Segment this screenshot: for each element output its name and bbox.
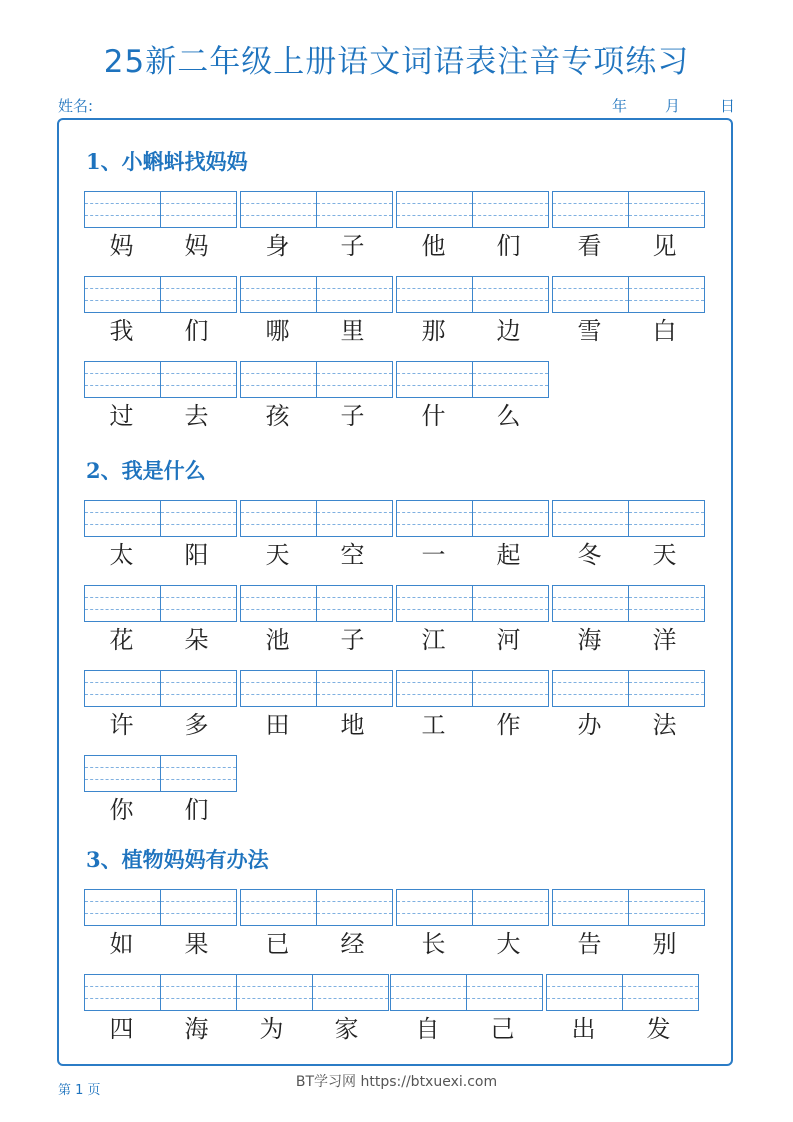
vocabulary-character: 什 <box>421 402 446 430</box>
vocabulary-character: 海 <box>577 626 602 654</box>
pinyin-writing-cell[interactable] <box>160 974 237 1011</box>
vocabulary-character: 冬 <box>577 541 602 569</box>
vocabulary-character: 起 <box>496 541 521 569</box>
pinyin-writing-cell[interactable] <box>472 500 549 537</box>
pinyin-writing-cell[interactable] <box>546 974 623 1011</box>
pinyin-writing-cell[interactable] <box>396 276 473 313</box>
vocabulary-character: 自 <box>415 1015 440 1043</box>
pinyin-writing-cell[interactable] <box>316 361 393 398</box>
vocabulary-character: 子 <box>340 626 365 654</box>
pinyin-writing-cell[interactable] <box>84 500 161 537</box>
pinyin-writing-cell[interactable] <box>396 191 473 228</box>
vocabulary-character: 那 <box>421 317 446 345</box>
pinyin-box-group <box>396 276 549 313</box>
pinyin-writing-cell[interactable] <box>240 585 317 622</box>
vocabulary-character: 一 <box>421 541 446 569</box>
vocabulary-character: 花 <box>109 626 134 654</box>
pinyin-writing-cell[interactable] <box>316 585 393 622</box>
pinyin-writing-cell[interactable] <box>316 500 393 537</box>
vocabulary-character: 经 <box>340 930 365 958</box>
section-title: 1、小蝌蚪找妈妈 <box>86 149 248 174</box>
pinyin-writing-cell[interactable] <box>628 500 705 537</box>
vocabulary-character: 他 <box>421 232 446 260</box>
pinyin-writing-cell[interactable] <box>160 585 237 622</box>
pinyin-box-group <box>240 585 393 622</box>
pinyin-box-group <box>396 670 549 707</box>
pinyin-writing-cell[interactable] <box>472 276 549 313</box>
pinyin-writing-cell[interactable] <box>84 585 161 622</box>
vocabulary-character: 们 <box>184 796 209 824</box>
vocabulary-character: 河 <box>496 626 521 654</box>
vocabulary-character: 田 <box>265 711 290 739</box>
vocabulary-character: 白 <box>652 317 677 345</box>
vocabulary-character: 里 <box>340 317 365 345</box>
year-label: 年 <box>612 97 628 115</box>
month-label: 月 <box>665 97 681 115</box>
pinyin-writing-cell[interactable] <box>628 276 705 313</box>
vocabulary-character: 出 <box>571 1015 596 1043</box>
pinyin-writing-cell[interactable] <box>160 276 237 313</box>
vocabulary-character: 阳 <box>184 541 209 569</box>
pinyin-writing-cell[interactable] <box>390 974 467 1011</box>
pinyin-writing-cell[interactable] <box>84 276 161 313</box>
pinyin-writing-cell[interactable] <box>160 755 237 792</box>
pinyin-box-group <box>552 191 705 228</box>
pinyin-writing-cell[interactable] <box>628 585 705 622</box>
pinyin-writing-cell[interactable] <box>552 889 629 926</box>
pinyin-box-group <box>84 889 237 926</box>
pinyin-writing-cell[interactable] <box>240 670 317 707</box>
pinyin-box-group <box>84 670 237 707</box>
vocabulary-character: 朵 <box>184 626 209 654</box>
pinyin-writing-cell[interactable] <box>160 889 237 926</box>
pinyin-box-group <box>84 276 237 313</box>
pinyin-box-group <box>84 974 389 1011</box>
vocabulary-character: 天 <box>265 541 290 569</box>
pinyin-writing-cell[interactable] <box>396 361 473 398</box>
pinyin-writing-cell[interactable] <box>316 276 393 313</box>
vocabulary-character: 大 <box>496 930 521 958</box>
section-title: 2、我是什么 <box>86 458 206 483</box>
pinyin-box-group <box>552 585 705 622</box>
pinyin-writing-cell[interactable] <box>552 191 629 228</box>
pinyin-box-group <box>240 191 393 228</box>
vocabulary-character: 告 <box>577 930 602 958</box>
pinyin-writing-cell[interactable] <box>628 191 705 228</box>
pinyin-box-group <box>552 670 705 707</box>
pinyin-box-group <box>240 361 393 398</box>
pinyin-box-group <box>240 276 393 313</box>
vocabulary-character: 地 <box>340 711 365 739</box>
section-title: 3、植物妈妈有办法 <box>86 847 269 872</box>
pinyin-box-group <box>396 500 549 537</box>
pinyin-box-group <box>390 974 543 1011</box>
vocabulary-character: 果 <box>184 930 209 958</box>
pinyin-writing-cell[interactable] <box>84 974 161 1011</box>
vocabulary-character: 己 <box>490 1015 515 1043</box>
pinyin-box-group <box>396 191 549 228</box>
pinyin-box-group <box>84 191 237 228</box>
page-title: 25新二年级上册语文词语表注音专项练习 <box>103 44 690 80</box>
vocabulary-character: 见 <box>652 232 677 260</box>
vocabulary-character: 妈 <box>184 232 209 260</box>
vocabulary-character: 去 <box>184 402 209 430</box>
vocabulary-character: 发 <box>646 1015 671 1043</box>
vocabulary-character: 我 <box>109 317 134 345</box>
pinyin-writing-cell[interactable] <box>628 670 705 707</box>
pinyin-box-group <box>84 361 237 398</box>
vocabulary-character: 作 <box>496 711 521 739</box>
page-number: 第 1 页 <box>58 1083 101 1098</box>
pinyin-writing-cell[interactable] <box>628 889 705 926</box>
vocabulary-character: 池 <box>265 626 290 654</box>
pinyin-writing-cell[interactable] <box>472 361 549 398</box>
vocabulary-character: 们 <box>496 232 521 260</box>
vocabulary-character: 们 <box>184 317 209 345</box>
vocabulary-character: 别 <box>652 930 677 958</box>
pinyin-writing-cell[interactable] <box>84 191 161 228</box>
pinyin-writing-cell[interactable] <box>396 500 473 537</box>
pinyin-box-group <box>552 500 705 537</box>
pinyin-writing-cell[interactable] <box>472 670 549 707</box>
vocabulary-character: 雪 <box>577 317 602 345</box>
vocabulary-character: 子 <box>340 232 365 260</box>
vocabulary-character: 办 <box>577 711 602 739</box>
pinyin-writing-cell[interactable] <box>396 889 473 926</box>
pinyin-box-group <box>84 585 237 622</box>
pinyin-writing-cell[interactable] <box>316 191 393 228</box>
pinyin-writing-cell[interactable] <box>472 889 549 926</box>
vocabulary-character: 家 <box>334 1015 359 1043</box>
pinyin-writing-cell[interactable] <box>240 276 317 313</box>
pinyin-writing-cell[interactable] <box>472 191 549 228</box>
vocabulary-character: 法 <box>652 711 677 739</box>
pinyin-writing-cell[interactable] <box>552 500 629 537</box>
pinyin-writing-cell[interactable] <box>552 585 629 622</box>
vocabulary-character: 太 <box>109 541 134 569</box>
vocabulary-character: 么 <box>496 402 521 430</box>
pinyin-writing-cell[interactable] <box>396 585 473 622</box>
vocabulary-character: 边 <box>496 317 521 345</box>
site-credit: BT学习网 https://btxuexi.com <box>295 1074 498 1090</box>
vocabulary-character: 海 <box>184 1015 209 1043</box>
pinyin-writing-cell[interactable] <box>160 361 237 398</box>
pinyin-writing-cell[interactable] <box>622 974 699 1011</box>
vocabulary-character: 如 <box>109 930 134 958</box>
pinyin-box-group <box>240 670 393 707</box>
pinyin-writing-cell[interactable] <box>316 889 393 926</box>
vocabulary-character: 子 <box>340 402 365 430</box>
pinyin-writing-cell[interactable] <box>552 670 629 707</box>
vocabulary-character: 已 <box>265 930 290 958</box>
day-label: 日 <box>720 97 736 115</box>
pinyin-box-group <box>84 755 237 792</box>
vocabulary-character: 妈 <box>109 232 134 260</box>
pinyin-writing-cell[interactable] <box>240 889 317 926</box>
pinyin-box-group <box>552 276 705 313</box>
vocabulary-character: 天 <box>652 541 677 569</box>
pinyin-writing-cell[interactable] <box>160 670 237 707</box>
pinyin-writing-cell[interactable] <box>240 361 317 398</box>
pinyin-writing-cell[interactable] <box>240 500 317 537</box>
pinyin-box-group <box>552 889 705 926</box>
pinyin-box-group <box>396 585 549 622</box>
pinyin-writing-cell[interactable] <box>316 670 393 707</box>
pinyin-box-group <box>240 500 393 537</box>
vocabulary-character: 四 <box>109 1015 134 1043</box>
pinyin-writing-cell[interactable] <box>472 585 549 622</box>
vocabulary-character: 洋 <box>652 626 677 654</box>
vocabulary-character: 空 <box>340 541 365 569</box>
pinyin-writing-cell[interactable] <box>160 500 237 537</box>
pinyin-writing-cell[interactable] <box>84 889 161 926</box>
pinyin-box-group <box>240 889 393 926</box>
pinyin-writing-cell[interactable] <box>466 974 543 1011</box>
pinyin-writing-cell[interactable] <box>84 670 161 707</box>
pinyin-writing-cell[interactable] <box>236 974 313 1011</box>
pinyin-writing-cell[interactable] <box>84 755 161 792</box>
pinyin-writing-cell[interactable] <box>396 670 473 707</box>
vocabulary-character: 孩 <box>265 402 290 430</box>
vocabulary-character: 你 <box>109 796 134 824</box>
vocabulary-character: 看 <box>577 232 602 260</box>
pinyin-writing-cell[interactable] <box>240 191 317 228</box>
vocabulary-character: 江 <box>421 626 446 654</box>
vocabulary-character: 工 <box>421 711 446 739</box>
pinyin-writing-cell[interactable] <box>160 191 237 228</box>
pinyin-box-group <box>84 500 237 537</box>
name-label: 姓名: <box>58 97 94 115</box>
pinyin-box-group <box>546 974 699 1011</box>
vocabulary-character: 许 <box>109 711 134 739</box>
vocabulary-character: 长 <box>421 930 446 958</box>
pinyin-writing-cell[interactable] <box>552 276 629 313</box>
vocabulary-character: 为 <box>259 1015 284 1043</box>
pinyin-box-group <box>396 361 549 398</box>
vocabulary-character: 哪 <box>265 317 290 345</box>
vocabulary-character: 身 <box>265 232 290 260</box>
vocabulary-character: 过 <box>109 402 134 430</box>
pinyin-writing-cell[interactable] <box>84 361 161 398</box>
pinyin-box-group <box>396 889 549 926</box>
vocabulary-character: 多 <box>184 711 209 739</box>
pinyin-writing-cell[interactable] <box>312 974 389 1011</box>
